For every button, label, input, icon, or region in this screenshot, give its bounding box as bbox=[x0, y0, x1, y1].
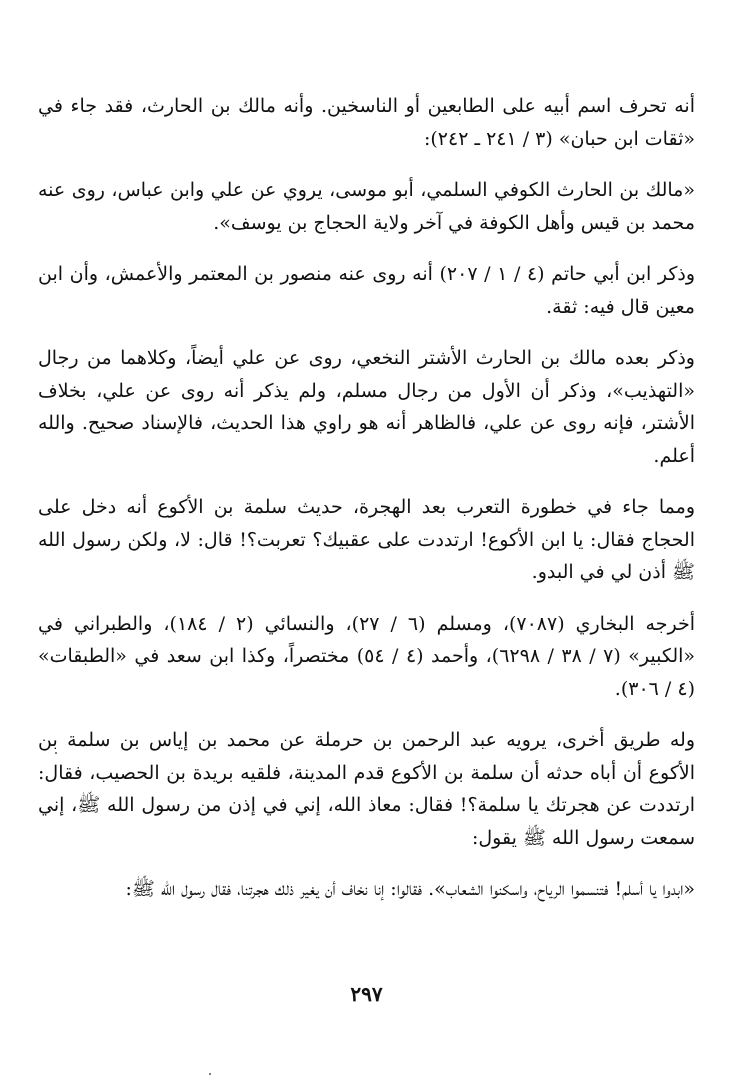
paragraph-aslam-quote: «ابدوا يا أسلم! فتنسموا الرياح، واسكنوا الشعاب». فقالوا: إنا نخاف أن يغير ذلك هجرتنا، فقال رسول الله ﷺ: bbox=[125, 878, 695, 900]
paragraph-takhrij: أخرجه البخاري (٧٠٨٧)، ومسلم (٦ / ٢٧)، والنسائي (٢ / ١٨٤)، والطبراني في «الكبير» (٧ / ٣٨ / ٦٢٩٨)، وأحمد (٤ / ٥٤) مختصراً، وكذا ابن سعد في «الطبقات» (٤ / ٣٠٦). bbox=[38, 612, 696, 700]
paragraph-separator bbox=[38, 864, 695, 865]
paragraph-ashtar: وذكر بعده مالك بن الحارث الأشتر النخعي، روى عن علي أيضاً، وكلاهما من رجال «التهذيب»، وذكر أن الأول من رجال مسلم، ولم يذكر أنه روى عن علي، بخلاف الأشتر، فإنه روى عن علي، فالظاهر أنه هو راوي هذا الحديث، فالإسناد صحيح. والله أعلم. bbox=[38, 347, 695, 467]
print-speck bbox=[209, 1073, 211, 1075]
paragraph-malik-quote: «مالك بن الحارث الكوفي السلمي، أبو موسى، يروي عن علي وابن عباس، روى عنه محمد بن قيس وأهل الكوفة في آخر ولاية الحجاج بن يوسف». bbox=[38, 179, 695, 234]
paragraph-ibn-hibban-intro: أنه تحرف اسم أبيه على الطابعين أو الناسخين. وأنه مالك بن الحارث، فقد جاء في «ثقات ابن حبان» (٣ / ٢٤١ ـ ٢٤٢): bbox=[38, 95, 695, 150]
paragraph-separator bbox=[38, 482, 695, 483]
paragraph-separator bbox=[38, 249, 695, 250]
paragraph-separator bbox=[38, 165, 695, 166]
paragraph-ibn-abi-hatim: وذكر ابن أبي حاتم (٤ / ١ / ٢٠٧) أنه روى عنه منصور بن المعتمر والأعمش، وأن ابن معين قال فيه: ثقة. bbox=[38, 263, 696, 318]
paragraph-salama-hadith: ومما جاء في خطورة التعرب بعد الهجرة، حديث سلمة بن الأكوع أنه دخل على الحجاج فقال: يا ابن الأكوع! ارتددت على عقبيك؟ تعربت؟! قال: لا، ولكن رسول الله ﷺ أذن لي في البدو. bbox=[38, 496, 695, 583]
page-number: ٢٩٧ bbox=[350, 982, 383, 1006]
paragraph-separator bbox=[38, 715, 695, 716]
body-text bbox=[38, 90, 695, 906]
paragraph-separator bbox=[38, 333, 695, 334]
paragraph-another-route: وله طريق أخرى، يرويه عبد الرحمن بن حرملة عن محمد بن إياس بن سلمة بن الأكوع أن أباه حدثه أن سلمة بن الأكوع قدم المدينة، فلقيه بريدة بن الحصيب، فقال: ارتددت عن هجرتك يا سلمة؟! فقال: معاذ الله، إني في إذن من رسول الله ﷺ، إني سمعت رسول الله ﷺ يقول: bbox=[38, 729, 695, 849]
print-speck bbox=[55, 752, 57, 754]
paragraph-separator bbox=[38, 599, 695, 600]
